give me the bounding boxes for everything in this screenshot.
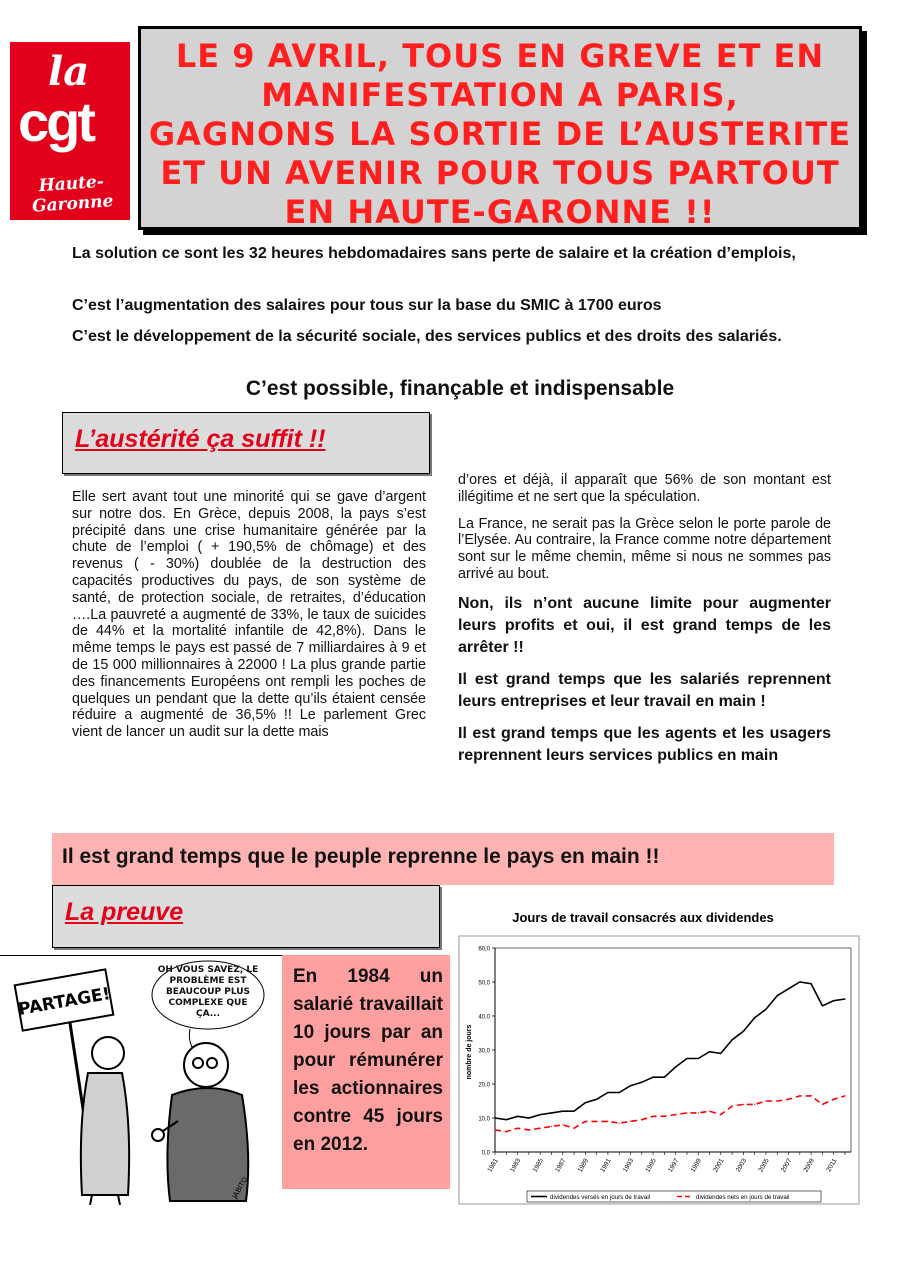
chart-point-series-2: [494, 1129, 495, 1130]
businessman-figure: [152, 1043, 248, 1201]
headline-line-2: MANIFESTATION A PARIS,: [261, 76, 739, 114]
chart-point-series-1: [709, 1051, 710, 1052]
headline-line-3: GAGNONS LA SORTIE DE L’AUSTERITE: [148, 115, 852, 153]
chart-point-series-2: [754, 1104, 755, 1105]
chart-x-tick-label: 1999: [689, 1157, 703, 1174]
chart-x-tick-label: 1997: [667, 1157, 681, 1174]
intro-paragraph-2: C’est l’augmentation des salaires pour tous sur la base du SMIC à 1700 euros: [72, 297, 662, 314]
chart-point-series-2: [607, 1121, 608, 1122]
right-bold-paragraph-1: Non, ils n’ont aucune limite pour augmenter leurs profits et oui, il est grand temps de les arrêter !!: [458, 594, 831, 656]
chart-point-series-2: [551, 1126, 552, 1127]
chart-x-tick-label: 2011: [825, 1157, 839, 1174]
chart-point-series-1: [494, 1117, 495, 1118]
chart-x-tick-label: 2001: [712, 1157, 726, 1174]
chart-ylabel: nombre de jours: [466, 1024, 473, 1080]
chart-x-tick-label: 2005: [757, 1157, 771, 1174]
chart-y-tick-label: 10,0: [478, 1116, 490, 1123]
speech-bubble: [152, 961, 264, 1047]
chart-point-series-1: [799, 981, 800, 982]
chart-point-series-1: [596, 1099, 597, 1100]
chart-y-tick-label: 30,0: [478, 1048, 490, 1055]
logo-la: la: [48, 48, 90, 95]
chart-point-series-1: [573, 1111, 574, 1112]
chart-x-tick-label: 1995: [644, 1157, 658, 1174]
right-paragraph-1: d’ores et déjà, il apparaît que 56% de son montant est illégitime et ne sert que la spéculation.: [458, 472, 831, 505]
chart-point-series-1: [540, 1114, 541, 1115]
chart-legend-label-1: dividendes versés en jours de travail: [550, 1194, 651, 1201]
chart-point-series-1: [562, 1111, 563, 1112]
chart-x-tick-label: 1993: [621, 1157, 636, 1174]
chart-point-series-1: [506, 1119, 507, 1120]
chart-title: Jours de travail consacrés aux dividendes: [512, 910, 774, 925]
chart-point-series-1: [585, 1102, 586, 1103]
chart-point-series-1: [607, 1092, 608, 1093]
chart-point-series-1: [811, 983, 812, 984]
chart-x-tick-label: 1989: [576, 1157, 591, 1174]
intro-paragraph-3: C’est le développement de la sécurité sociale, des services publics et des droits des salariés.: [72, 328, 782, 345]
proof-text: En 1984 un salarié travaillait 10 jours par an pour rémunérer les actionnaires contre 45 jours en 2012.: [293, 966, 443, 1155]
chart-point-series-2: [562, 1124, 563, 1125]
chart-point-series-1: [641, 1082, 642, 1083]
chart-point-series-2: [822, 1104, 823, 1105]
chart-x-tick-label: 2007: [779, 1157, 794, 1174]
chart-point-series-2: [844, 1095, 845, 1096]
chart-x-tick-label: 1981: [486, 1157, 500, 1174]
chart-point-series-2: [585, 1121, 586, 1122]
banner-text: Il est grand temps que le peuple reprenne le pays en main !!: [62, 845, 660, 868]
banner: [52, 833, 834, 885]
chart-point-series-1: [833, 1000, 834, 1001]
chart-point-series-2: [652, 1116, 653, 1117]
chart-point-series-2: [833, 1099, 834, 1100]
logo-haute-garonne: Haute-Garonne: [31, 171, 114, 217]
chart-point-series-1: [698, 1058, 699, 1059]
chart-x-tick-label: 2003: [734, 1157, 749, 1174]
chart-point-series-1: [630, 1085, 631, 1086]
chart-point-series-1: [754, 1017, 755, 1018]
chart-point-series-2: [630, 1121, 631, 1122]
chart-point-series-1: [686, 1058, 687, 1059]
austerite-title: L’austérité ça suffit !!: [75, 425, 326, 453]
headline-line-1: LE 9 AVRIL, TOUS EN GREVE ET EN: [175, 37, 825, 75]
chart-point-series-1: [822, 1005, 823, 1006]
chart-point-series-1: [664, 1077, 665, 1078]
chart-point-series-2: [788, 1099, 789, 1100]
chart-point-series-1: [675, 1066, 676, 1067]
chart-point-series-2: [528, 1129, 529, 1130]
chart-point-series-1: [731, 1039, 732, 1040]
chart-point-series-2: [619, 1123, 620, 1124]
chart-point-series-2: [799, 1095, 800, 1096]
chart-point-series-2: [811, 1095, 812, 1096]
chart-point-series-1: [528, 1117, 529, 1118]
chart-y-tick-label: 20,0: [478, 1082, 490, 1089]
right-bold-paragraph-2: Il est grand temps que les salariés reprennent leurs entreprises et leur travail en main !: [458, 670, 831, 710]
chart-point-series-2: [698, 1112, 699, 1113]
chart-x-tick-label: 1987: [554, 1157, 568, 1174]
chart-point-series-2: [540, 1128, 541, 1129]
chart-point-series-1: [551, 1112, 552, 1113]
chart-point-series-2: [709, 1111, 710, 1112]
chart-legend-label-2: dividendes nets en jours de travail: [696, 1194, 790, 1201]
austerite-right-column: [458, 472, 831, 777]
headline-line-5: EN HAUTE-GARONNE !!: [284, 193, 716, 231]
chart-point-series-2: [664, 1116, 665, 1117]
cartoon-illustration: [0, 955, 282, 1205]
chart-point-series-1: [652, 1077, 653, 1078]
chart-point-series-1: [777, 995, 778, 996]
chart-point-series-2: [506, 1131, 507, 1132]
chart-legend: [527, 1191, 821, 1202]
chart-point-series-2: [765, 1100, 766, 1101]
chart-point-series-1: [788, 988, 789, 989]
chart-point-series-1: [619, 1092, 620, 1093]
austerite-heading-box: [62, 412, 430, 474]
chart-plot-border: [495, 948, 851, 1152]
right-paragraph-2: La France, ne serait pas la Grèce selon le porte parole de l’Elysée. Au contraire, la France comme notre département sont sur le même chemin, même si nous ne sommes pas arrivé au bout.: [458, 515, 831, 582]
chart-point-series-1: [720, 1053, 721, 1054]
chart-y-tick-label: 0,0: [481, 1150, 490, 1157]
chart-point-series-2: [675, 1114, 676, 1115]
proof-box: [282, 955, 450, 1189]
chart-point-series-2: [686, 1112, 687, 1113]
chart-x-tick-label: 1991: [599, 1157, 613, 1174]
chart-point-series-1: [844, 998, 845, 999]
chart-point-series-2: [743, 1104, 744, 1105]
speech-bubble-text: OH VOUS SAVEZ, LE PROBLÈME EST BEAUCOUP PLUS COMPLEXE QUE ÇA...: [157, 965, 259, 1019]
chart-point-series-2: [596, 1121, 597, 1122]
chart-point-series-2: [777, 1100, 778, 1101]
sign-text: PARTAGE!: [16, 984, 112, 1020]
chart-y-tick-label: 50,0: [478, 980, 490, 987]
headline-line-4: ET UN AVENIR POUR TOUS PARTOUT: [160, 154, 840, 192]
dividend-chart: [457, 900, 863, 1208]
chart-y-tick-label: 40,0: [478, 1014, 490, 1021]
chart-point-series-2: [573, 1128, 574, 1129]
preuve-title: La preuve: [65, 898, 184, 926]
headline-box: [138, 26, 862, 230]
austerite-left-column: Elle sert avant tout une minorité qui se gave d’argent sur notre dos. En Grèce, depuis 2008, la pays s’est précipité dans une crise humanitaire générée par la chute de l’emploi ( + 190,5% de chômage) et des revenus ( - 30%) doublée de la destruction des capacités productives du pays, de son système de santé, de protection sociale, de retraites, d’éducation ….La pauvreté a augmenté de 33%, le taux de suicides de 44% et la mortalité infantile de 42,8%). Dans le même temps le pays est passé de 7 milliardaires à 9 et de 15 000 millionnaires à 22000 ! La plus grande partie des financements Européens ont rempli les poches de quelques un pendant que la dette qu’ils étaient censée réduire a augmenté de 36,5% !! Le parlement Grec vient de lancer un audit sur la dette mais: [72, 489, 426, 741]
intro-paragraph-1: La solution ce sont les 32 heures hebdomadaires sans perte de salaire et la création d’emplois,: [72, 245, 796, 262]
chart-point-series-1: [517, 1116, 518, 1117]
cartoon-signature: JABITO: [230, 1175, 250, 1200]
cgt-logo: [10, 42, 130, 220]
right-bold-paragraph-3: Il est grand temps que les agents et les usagers reprennent leurs services publics en main: [458, 724, 831, 764]
tagline: C’est possible, finançable et indispensable: [245, 377, 675, 400]
chart-x-tick-label: 2009: [802, 1157, 816, 1174]
chart-point-series-2: [731, 1106, 732, 1107]
chart-x-tick-label: 1983: [509, 1157, 523, 1174]
chart-point-series-2: [720, 1114, 721, 1115]
chart-plot-area: [478, 947, 851, 1174]
chart-point-series-2: [641, 1119, 642, 1120]
chart-series-line-1: [495, 982, 845, 1120]
chart-point-series-2: [517, 1128, 518, 1129]
chart-point-series-1: [765, 1009, 766, 1010]
logo-cgt: cgt: [18, 90, 93, 153]
protester-figure: [81, 1037, 129, 1205]
chart-y-tick-label: 60,0: [478, 946, 490, 953]
preuve-heading-box: [52, 885, 440, 948]
chart-point-series-1: [743, 1031, 744, 1032]
chart-x-tick-label: 1985: [531, 1157, 545, 1174]
